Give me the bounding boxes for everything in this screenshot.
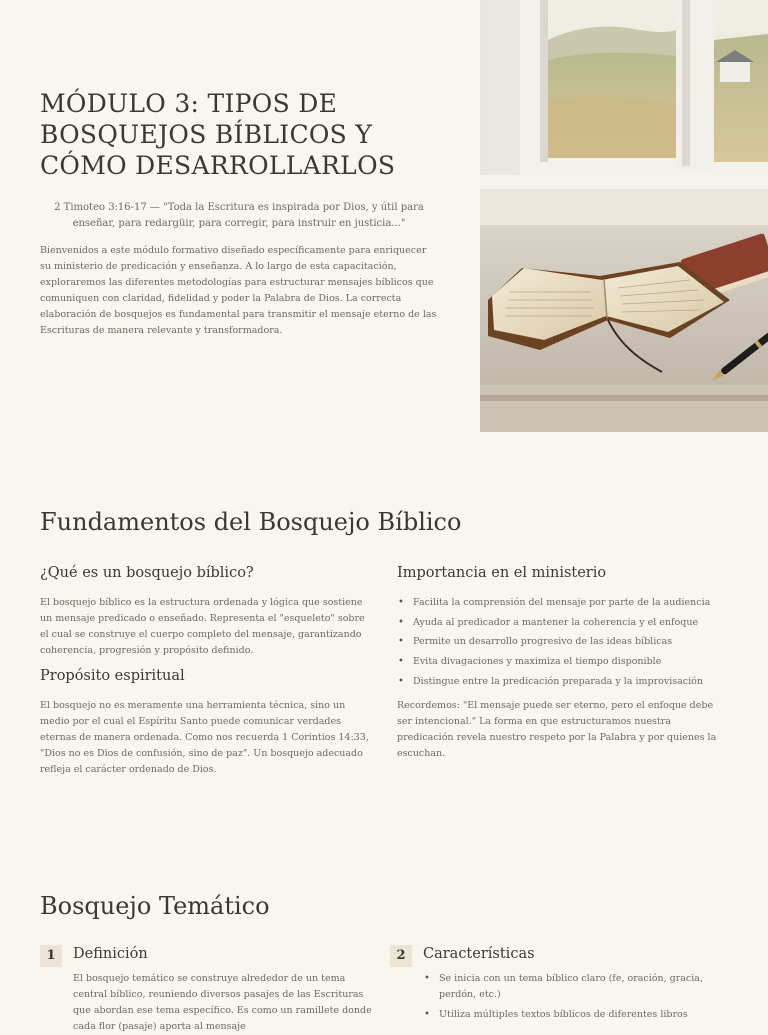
fundamentos-section-title: Fundamentos del Bosquejo Bíblico — [40, 508, 462, 536]
importancia-heading: Importancia en el ministerio — [397, 565, 607, 581]
que-es-text: El bosquejo bíblico es la estructura ordenada y lógica que sostiene un mensaje predicado o enseñado. Representa el "esqueleto" sobre el cual se construye el cuerpo completo del mensaje, garantizando coherencia, progresión y propósito definido. — [40, 597, 365, 656]
intro-paragraph: Bienvenidos a este módulo formativo diseñado específicamente para enriquecer su ministerio de predicación y enseñanza. A lo largo de esta capacitación, exploraremos las diferentes metodologías para estructurar mensajes bíblicos que comuniquen con claridad, fidelidad y poder la Palabra de Dios. La correcta elaboración de bosquejos es fundamental para transmitir el mensaje eterno de las Escrituras de manera relevante y transformadora. — [40, 245, 437, 336]
importancia-list — [397, 595, 727, 693]
list-item: • Facilita la comprensión del mensaje por parte de la audiencia — [397, 595, 727, 611]
tematico-section-title: Bosquejo Temático — [40, 892, 270, 920]
list-item: • Evita divagaciones y maximiza el tiempo disponible — [397, 654, 727, 670]
proposito-text: El bosquejo no es meramente una herramienta técnica, sino un medio por el cual el Espíritu Santo puede comunicar verdades eternas de manera ordenada. Como nos recuerda 1 Corintios 14:33, "Dios no es Dios de confusión, sino de paz". Un bosquejo adecuado refleja el carácter ordenado de Dios. — [40, 700, 369, 775]
list-item: • Utiliza múltiples textos bíblicos de diferentes libros — [423, 1007, 728, 1023]
bible-on-windowsill-image — [480, 0, 768, 432]
caracteristicas-list — [423, 971, 728, 1026]
definicion-heading: Definición — [73, 946, 148, 962]
proposito-heading: Propósito espiritual — [40, 668, 185, 684]
module-title: MÓDULO 3: TIPOS DE BOSQUEJOS BÍBLICOS Y CÓMO DESARROLLARLOS — [40, 89, 396, 180]
importancia-quote: Recordemos: "El mensaje puede ser eterno, pero el enfoque debe ser intencional." La forma en que estructuramos nuestra predicación revela nuestro respeto por la Palabra y por quienes la escuchan. — [397, 700, 717, 759]
list-item: • Ayuda al predicador a mantener la coherencia y el enfoque — [397, 615, 727, 631]
definicion-text: El bosquejo temático se construye alrededor de un tema central bíblico, reuniendo diversos pasajes de las Escrituras que abordan ese tema específico. Es como un ramillete donde cada flor (pasaje) aporta al mensaje — [73, 973, 372, 1032]
list-item: • Distingue entre la predicación preparada y la improvisación — [397, 674, 727, 690]
que-es-heading: ¿Qué es un bosquejo bíblico? — [40, 565, 254, 581]
list-item: • Se inicia con un tema bíblico claro (fe, oración, gracia, perdón, etc.) — [423, 971, 728, 1003]
hero-section — [0, 0, 768, 432]
caracteristicas-heading: Características — [423, 946, 535, 962]
scripture-verse: 2 Timoteo 3:16-17 — "Toda la Escritura es inspirada por Dios, y útil para enseñar, para redargüir, para corregir, para instruir en justicia..." — [54, 202, 424, 229]
definicion-number-badge: 1 — [40, 945, 62, 967]
list-item: • Permite un desarrollo progresivo de las ideas bíblicas — [397, 634, 727, 650]
caracteristicas-number-badge: 2 — [390, 945, 412, 967]
